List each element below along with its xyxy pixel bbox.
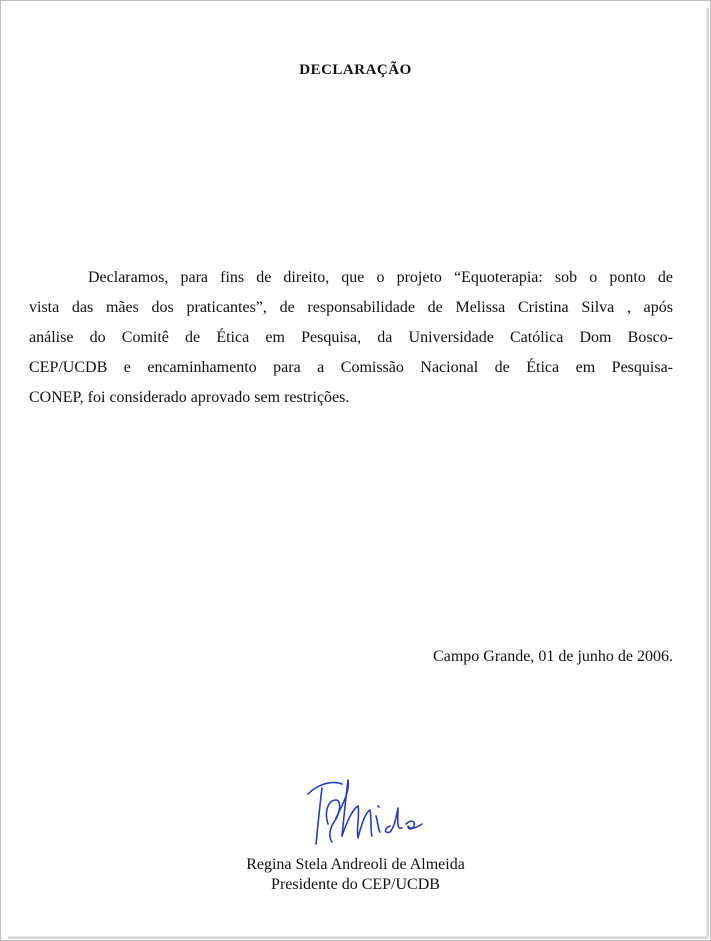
signatory-name: Regina Stela Andreoli de Almeida xyxy=(246,856,465,873)
paragraph-line: análise do Comitê de Ética em Pesquisa, da Universidade Católica Dom Bosco- xyxy=(29,329,673,346)
paragraph-line: Declaramos, para fins de direito, que o projeto “Equoterapia: sob o ponto de xyxy=(88,269,673,286)
handwritten-signature xyxy=(298,766,448,848)
paragraph-line: CEP/UCDB e encaminhamento para a Comissão Nacional de Ética em Pesquisa- xyxy=(29,359,673,376)
signatory-role: Presidente do CEP/UCDB xyxy=(271,876,440,893)
paragraph-line: vista das mães dos praticantes”, de responsabilidade de Melissa Cristina Silva , após xyxy=(29,299,673,316)
page-shadow-right xyxy=(706,8,709,938)
page-shadow-bottom xyxy=(8,936,708,939)
place-and-date: Campo Grande, 01 de junho de 2006. xyxy=(433,648,673,665)
paragraph-line: CONEP, foi considerado aprovado sem restrições. xyxy=(29,389,350,406)
signature-strokes xyxy=(308,780,422,844)
document-title: DECLARAÇÃO xyxy=(299,62,412,78)
declaration-paragraph xyxy=(29,263,673,413)
